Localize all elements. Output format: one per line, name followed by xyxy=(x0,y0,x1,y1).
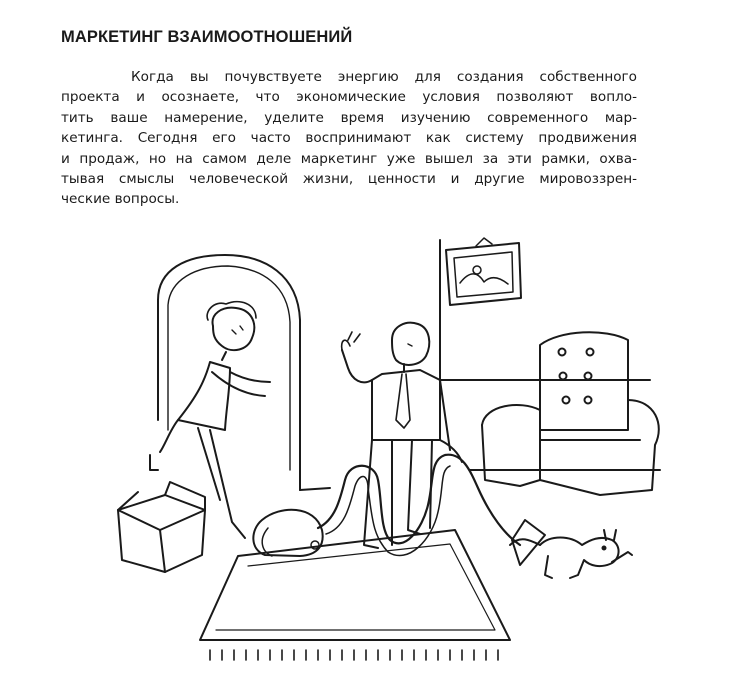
paragraph-line: тить ваше намерение, уделите время изучению современного мар- xyxy=(61,109,637,126)
paragraph-line: ческие вопросы. xyxy=(61,191,180,208)
man-figure xyxy=(342,323,462,548)
rug xyxy=(200,530,510,660)
wall-picture-frame xyxy=(446,238,521,305)
paragraph-line: кетинга. Сегодня его часто воспринимают как систему продвижения xyxy=(61,130,637,147)
vacuum-hose xyxy=(318,455,520,545)
section-heading: МАРКЕТИНГ ВЗАИМООТНОШЕНИЙ xyxy=(61,28,353,46)
paragraph-line: Когда вы почувствуете энергию для создания собственного xyxy=(131,69,637,85)
paragraph-line: и продаж, но на самом деле маркетинг уже вышел за эти рамки, охва- xyxy=(61,150,637,167)
cardboard-box xyxy=(118,482,205,572)
woman-figure xyxy=(160,302,270,538)
paragraph-line: проекта и осознаете, что экономические условия позволяют вопло- xyxy=(61,89,637,106)
body-paragraph xyxy=(61,67,637,210)
living-room-illustration xyxy=(0,226,733,673)
paragraph-line: тывая смыслы человеческой жизни, ценности и другие мировоззрен- xyxy=(61,171,637,188)
